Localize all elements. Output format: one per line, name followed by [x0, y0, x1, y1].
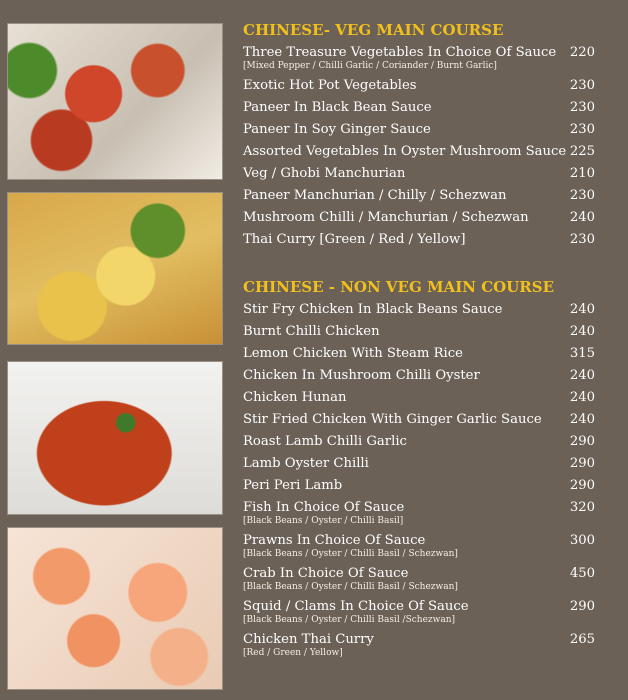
menu-item [243, 75, 595, 97]
menu-item-row [243, 321, 595, 343]
chilli-chicken-photo [7, 361, 223, 515]
nonveg-main-course-section [243, 277, 595, 662]
dish-price: 265 [569, 632, 595, 647]
dish-price: 300 [569, 533, 595, 548]
menu-item-row [243, 299, 595, 321]
menu-item [243, 475, 595, 497]
menu-item-row [243, 387, 595, 409]
dish-price: 240 [569, 302, 595, 317]
dish-price: 230 [569, 100, 595, 115]
dish-price: 230 [569, 122, 595, 137]
dish-price: 315 [569, 346, 595, 361]
dish-name: Burnt Chilli Chicken [243, 324, 380, 339]
dish-price: 450 [569, 566, 595, 581]
menu-item [243, 497, 595, 527]
dish-price: 290 [569, 478, 595, 493]
menu-item [243, 141, 595, 163]
dish-name: Paneer In Soy Ginger Sauce [243, 122, 431, 137]
dish-price: 290 [569, 599, 595, 614]
dish-price: 240 [569, 368, 595, 383]
dish-price: 230 [569, 188, 595, 203]
dish-price: 240 [569, 210, 595, 225]
dish-price: 320 [569, 500, 595, 515]
dish-name: Chicken In Mushroom Chilli Oyster [243, 368, 480, 383]
dish-name: Lamb Oyster Chilli [243, 456, 369, 471]
menu-item [243, 453, 595, 475]
dish-price: 210 [569, 166, 595, 181]
dish-name: Veg / Ghobi Manchurian [243, 166, 406, 181]
menu-item [243, 387, 595, 409]
menu-item [243, 409, 595, 431]
dish-price: 225 [569, 144, 595, 159]
menu-item [243, 629, 595, 659]
dish-price: 220 [569, 45, 595, 60]
dish-name: Stir Fried Chicken With Ginger Garlic Sauce [243, 412, 542, 427]
dish-name: Thai Curry [Green / Red / Yellow] [243, 232, 466, 247]
veg-main-course-section [243, 20, 595, 251]
menu-item-row [243, 97, 595, 119]
dish-name: Stir Fry Chicken In Black Beans Sauce [243, 302, 503, 317]
dish-price: 230 [569, 78, 595, 93]
sauce-options: [Black Beans / Oyster / Chilli Basil / Schezwan] [243, 582, 458, 592]
mushroom-vegetable-photo [7, 23, 223, 180]
dish-name: Chicken Thai Curry [243, 632, 374, 647]
dish-name: Paneer Manchurian / Chilly / Schezwan [243, 188, 507, 203]
menu-item-row [243, 431, 595, 453]
dish-name: Exotic Hot Pot Vegetables [243, 78, 417, 93]
menu-item [243, 119, 595, 141]
dish-name: Assorted Vegetables In Oyster Mushroom Sauce [243, 144, 567, 159]
menu-item [243, 530, 595, 560]
sauce-options: [Black Beans / Oyster / Chilli Basil /Schezwan] [243, 615, 456, 625]
menu-item [243, 229, 595, 251]
menu-item [243, 343, 595, 365]
menu-item-row [243, 365, 595, 387]
section-heading: CHINESE- VEG MAIN COURSE [243, 21, 504, 39]
dish-name: Peri Peri Lamb [243, 478, 343, 493]
menu-item [243, 42, 595, 72]
menu-item [243, 431, 595, 453]
menu-item [243, 207, 595, 229]
section-heading: CHINESE - NON VEG MAIN COURSE [243, 278, 555, 296]
sauce-options: [Black Beans / Oyster / Chilli Basil] [243, 516, 404, 526]
dish-price: 240 [569, 324, 595, 339]
menu-item-row [243, 141, 595, 163]
menu-item-row [243, 229, 595, 251]
dish-name: Fish In Choice Of Sauce [243, 500, 405, 515]
menu-item-row [243, 119, 595, 141]
menu-item-row [243, 207, 595, 229]
dish-name: Prawns In Choice Of Sauce [243, 533, 426, 548]
menu-item [243, 596, 595, 626]
menu-list [243, 42, 595, 251]
menu-item [243, 365, 595, 387]
menu-item [243, 97, 595, 119]
dish-name: Chicken Hunan [243, 390, 347, 405]
dish-name: Mushroom Chilli / Manchurian / Schezwan [243, 210, 529, 225]
dish-name: Three Treasure Vegetables In Choice Of Sauce [243, 45, 557, 60]
dish-name: Roast Lamb Chilli Garlic [243, 434, 407, 449]
dish-name: Crab In Choice Of Sauce [243, 566, 409, 581]
menu-list [243, 299, 595, 659]
sauce-options: [Red / Green / Yellow] [243, 648, 343, 658]
prawns-photo [7, 527, 223, 690]
menu-item [243, 563, 595, 593]
menu-item-row [243, 475, 595, 497]
menu-item [243, 299, 595, 321]
dish-name: Squid / Clams In Choice Of Sauce [243, 599, 469, 614]
dish-price: 290 [569, 456, 595, 471]
sauce-options: [Black Beans / Oyster / Chilli Basil / Schezwan] [243, 549, 458, 559]
menu-item-row [243, 453, 595, 475]
thai-curry-photo [7, 192, 223, 345]
dish-price: 230 [569, 232, 595, 247]
menu-item-row [243, 343, 595, 365]
menu-item [243, 163, 595, 185]
dish-name: Paneer In Black Bean Sauce [243, 100, 432, 115]
menu-item-row [243, 185, 595, 207]
menu-item-row [243, 75, 595, 97]
dish-price: 240 [569, 412, 595, 427]
dish-name: Lemon Chicken With Steam Rice [243, 346, 463, 361]
menu-item [243, 321, 595, 343]
menu-item-row [243, 163, 595, 185]
dish-price: 240 [569, 390, 595, 405]
menu-item-row [243, 409, 595, 431]
dish-price: 290 [569, 434, 595, 449]
sauce-options: [Mixed Pepper / Chilli Garlic / Coriander / Burnt Garlic] [243, 61, 497, 71]
menu-item [243, 185, 595, 207]
